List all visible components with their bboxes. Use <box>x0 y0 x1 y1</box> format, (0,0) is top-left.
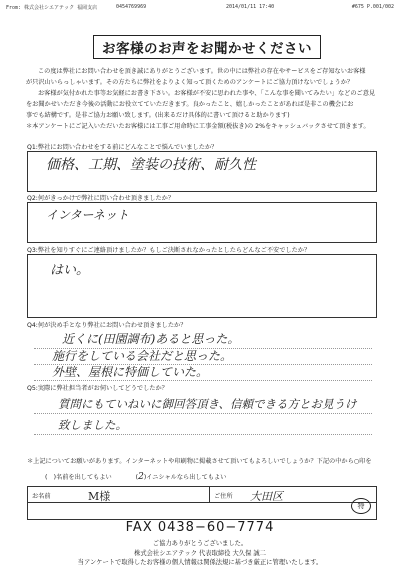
address-label: ご住所 <box>214 493 233 500</box>
answer-3-box[interactable] <box>27 254 377 318</box>
answer-4-line-2: 施行をしている会社だと思った。 <box>52 349 233 363</box>
answer-1-text: 価格、工期、塗装の技術、耐久性 <box>46 157 256 173</box>
intro-line: お客様が気付かれた事等お気軽にお書き下さい。お客様が不安に思われた事や、「こんな事を聞いてみたい」などのご意見 <box>38 90 376 97</box>
answer-3-text: はい。 <box>50 263 90 278</box>
fax-page: #675 P.001/002 <box>351 4 394 10</box>
question-3-label: Q3:弊社を知りすぐにご連絡頂けましたか？もしご決断されなかったとしたらどんなご不安でしたか？ <box>27 247 311 254</box>
intro-line: をお聞かせいただき今後の活動にお役立てていただきます。良かったこと、嬉しかったことがあれば是非この機会にお <box>26 101 354 108</box>
page-title: お客様のお声をお聞かせください <box>93 35 321 59</box>
name-label: お名前 <box>32 493 51 500</box>
answer-4-line-1: 近くに(田園調布)あると思った。 <box>62 332 240 346</box>
question-2-label: Q2:何がきっかけで弊社に問い合わせ頂きましたか？ <box>27 195 175 202</box>
question-5-label: Q5:実際に弊社担当者がお伺いしてどうでしたか？ <box>27 385 168 392</box>
answer-4-line-3: 外壁、屋根に特価していた。 <box>52 365 209 379</box>
rule-line <box>34 413 372 414</box>
name-value[interactable]: M様 <box>88 490 111 503</box>
intro-line: 事でも結構です。是非ご協力お願い致します。(出来るだけ具体的に書いて頂けると助かります) <box>26 112 290 119</box>
answer-5-line-1: 質問にもていねいに御回答頂き、信頼できる方とお見うけ <box>58 397 357 411</box>
fax-phone: 0454769969 <box>116 4 147 10</box>
stamp-mark: 特 <box>351 498 371 514</box>
intro-line: ＊本アンケートにご記入いただいたお客様には工事ご用命時に工事金額(税抜き)の 2%をキャッシュバックさせて頂きます。 <box>26 123 370 130</box>
intro-line: この度は弊社にお問い合わせを頂き誠にありがとうございます。世の中には弊社の存在やサービスをご存知ないお客様 <box>38 68 366 75</box>
fax-from: From: 株式会社シエアテック 福岡支店 <box>6 5 98 11</box>
consent-option-2[interactable]: (2)イニシャルなら出してもよい <box>135 472 227 482</box>
question-1-label: Q1:弊社にお問い合わせをする前にどんなことで悩んでいましたか？ <box>27 144 218 151</box>
answer-2-text: インターネット <box>46 208 129 222</box>
selected-mark: 2 <box>138 472 144 482</box>
intro-text <box>26 66 382 132</box>
answer-5-line-2: 致しました。 <box>58 418 127 432</box>
publication-note: ＊上記についてお願いがあります。インターネットや印刷物に掲載させて頂いてもよろしいでしょうか？下記の中から○印を <box>27 458 372 465</box>
rule-line <box>34 380 372 381</box>
fax-number: FAX 0438−60−7774 <box>125 520 275 535</box>
info-form <box>27 486 377 520</box>
footer-thanks: ご協力ありがとうございました。 <box>152 540 248 547</box>
question-4-label: Q4:何が決め手となり弊社にお問い合わせ頂きましたか？ <box>27 322 187 329</box>
intro-line: が只沢山いらっしゃいます。その方たちに弊社をよりよく知って頂くためのアンケートにご協力頂けないでしょうか？ <box>26 79 354 86</box>
footer-company: 株式会社シエアテック 代表取締役 大久保 誠二 <box>134 550 266 557</box>
consent-option-1[interactable]: ( )名前を出してもよい <box>45 474 112 481</box>
footer-privacy: 当アンケートで取得したお客様の個人情報は関係法規に基づき厳正に管理いたします。 <box>77 559 323 566</box>
rule-line <box>34 434 372 435</box>
fax-datetime: 2014/01/11 17:40 <box>226 4 275 10</box>
answer-1-box[interactable] <box>27 151 377 192</box>
answer-2-box[interactable] <box>27 202 377 243</box>
consent-options <box>45 472 226 482</box>
address-value[interactable]: 大田区 <box>250 490 283 503</box>
